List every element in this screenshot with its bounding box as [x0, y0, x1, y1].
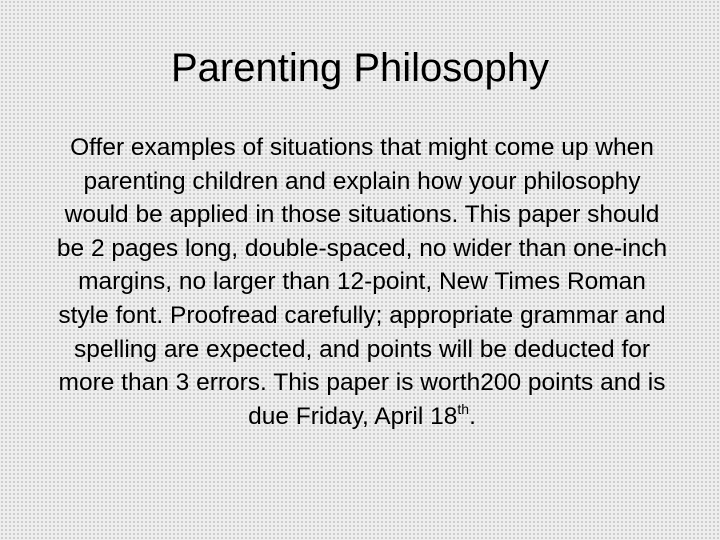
body-main-text: Offer examples of situations that might come up when parenting children and explain how your philosophy would be applied in those situations. This paper should be 2 pages long, double-spaced, no wider than one-inch margins, no larger than 12-point, New Times Roman style font. Proofread carefully; appropriate grammar and spelling are expected, and points will be deducted for more than 3 errors. This paper is worth200 points and is due Friday, April 18	[56, 134, 668, 430]
ordinal-suffix: th	[457, 400, 470, 417]
slide-body	[55, 131, 669, 436]
body-end-punctuation: .	[469, 402, 476, 430]
slide-title: Parenting Philosophy	[170, 46, 550, 90]
